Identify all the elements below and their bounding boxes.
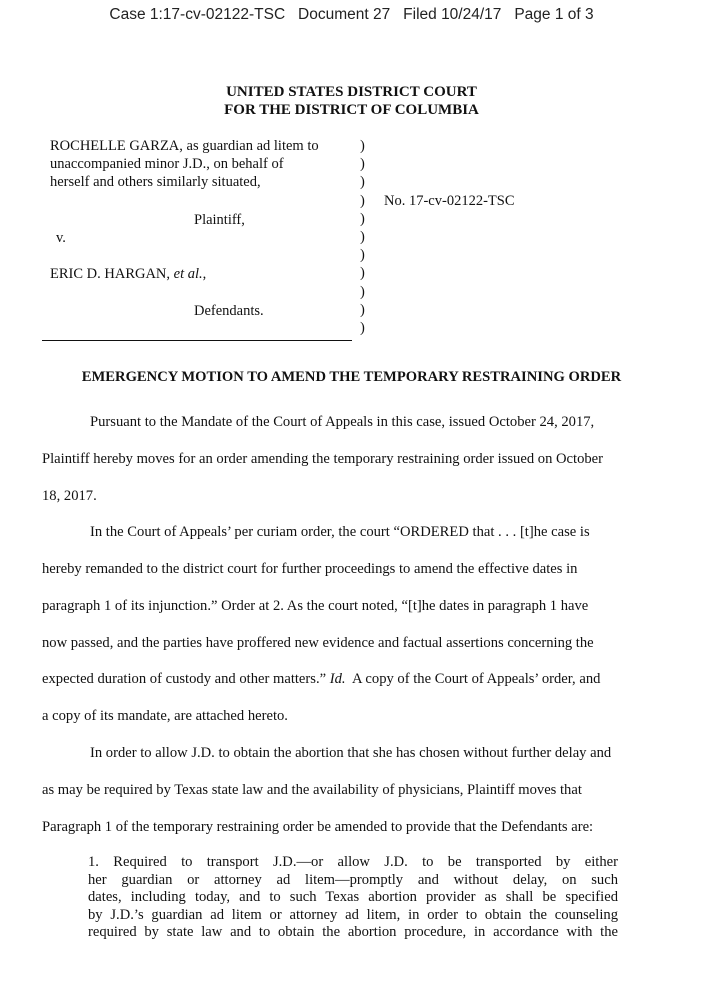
p1-line-1: Pursuant to the Mandate of the Court of Appeals in this case, issued October 24, 2017, — [90, 414, 595, 430]
paren: ) — [360, 228, 365, 245]
block-quote-line-1: 1. Required to transport J.D.—or allow J.D. to be transported by either — [88, 854, 618, 870]
caption-versus: v. — [56, 230, 66, 246]
defendant-name: ERIC D. HARGAN, — [50, 266, 174, 282]
p2-line-2: hereby remanded to the district court for further proceedings to amend the effective dates in — [42, 561, 578, 577]
caption-defendant — [50, 266, 206, 283]
motion-title: EMERGENCY MOTION TO AMEND THE TEMPORARY RESTRAINING ORDER — [81, 369, 622, 385]
paren: ) — [360, 156, 365, 173]
caption-plaintiff-line-2: unaccompanied minor J.D., on behalf of — [50, 156, 284, 172]
p3-line-2: as may be required by Texas state law and the availability of physicians, Plaintiff moves that — [42, 782, 582, 798]
block-quote — [88, 854, 618, 942]
case-number: No. 17-cv-02122-TSC — [384, 193, 515, 209]
p2-line-5 — [42, 671, 600, 688]
defendant-comma: , — [202, 266, 207, 282]
p3-line-3: Paragraph 1 of the temporary restraining order be amended to provide that the Defendants are: — [42, 819, 594, 835]
p2-line-6: a copy of its mandate, are attached hereto. — [42, 708, 288, 724]
p2-line-3: paragraph 1 of its injunction.” Order at 2. As the court noted, “[t]he dates in paragraph 1 have — [42, 598, 589, 614]
court-name-line-2: FOR THE DISTRICT OF COLUMBIA — [224, 102, 479, 118]
paren: ) — [360, 283, 365, 300]
caption-defendant-role: Defendants. — [194, 303, 264, 319]
paren: ) — [360, 265, 365, 282]
block-quote-line-5: required by state law and to obtain the abortion procedure, in accordance with the — [88, 924, 618, 941]
defendant-et-al: et al. — [173, 266, 203, 282]
p2-line-5-text: expected duration of custody and other matters.” — [42, 671, 330, 687]
block-quote-line-4: by J.D.’s guardian ad litem or attorney ad litem, in order to obtain the counseling — [88, 906, 618, 923]
p1-line-2: Plaintiff hereby moves for an order amending the temporary restraining order issued on October — [42, 451, 604, 467]
p2-line-1: In the Court of Appeals’ per curiam order, the court “ORDERED that . . . [t]he case is — [90, 524, 590, 540]
ecf-header: Case 1:17-cv-02122-TSC Document 27 Filed 10/24/17 Page 1 of 3 — [109, 6, 594, 23]
paren: ) — [360, 210, 365, 227]
paren: ) — [360, 301, 365, 318]
block-quote-line-2: her guardian or attorney ad litem—promptly and without delay, on such — [88, 871, 618, 888]
court-name-line-1: UNITED STATES DISTRICT COURT — [226, 84, 477, 100]
caption-paren-column — [360, 137, 365, 337]
caption-plaintiff-line-1: ROCHELLE GARZA, as guardian ad litem to — [50, 138, 319, 154]
caption-plaintiff-line-3: herself and others similarly situated, — [50, 174, 261, 190]
block-quote-line-3: dates, including today, and to such Texas abortion provider as shall be specified — [88, 889, 618, 906]
paren: ) — [360, 247, 365, 264]
p3-line-1: In order to allow J.D. to obtain the abortion that she has chosen without further delay and — [90, 745, 612, 761]
caption-plaintiff-role: Plaintiff, — [194, 212, 245, 228]
caption-underline — [42, 340, 352, 341]
paren: ) — [360, 319, 365, 336]
paren: ) — [360, 174, 365, 191]
paren: ) — [360, 138, 365, 154]
paren: ) — [360, 192, 365, 209]
p1-line-3: 18, 2017. — [42, 488, 97, 504]
id-citation: Id. — [329, 671, 346, 687]
p2-line-5-tail: A copy of the Court of Appeals’ order, and — [345, 671, 601, 687]
p2-line-4: now passed, and the parties have proffered new evidence and factual assertions concerning the — [42, 635, 594, 651]
